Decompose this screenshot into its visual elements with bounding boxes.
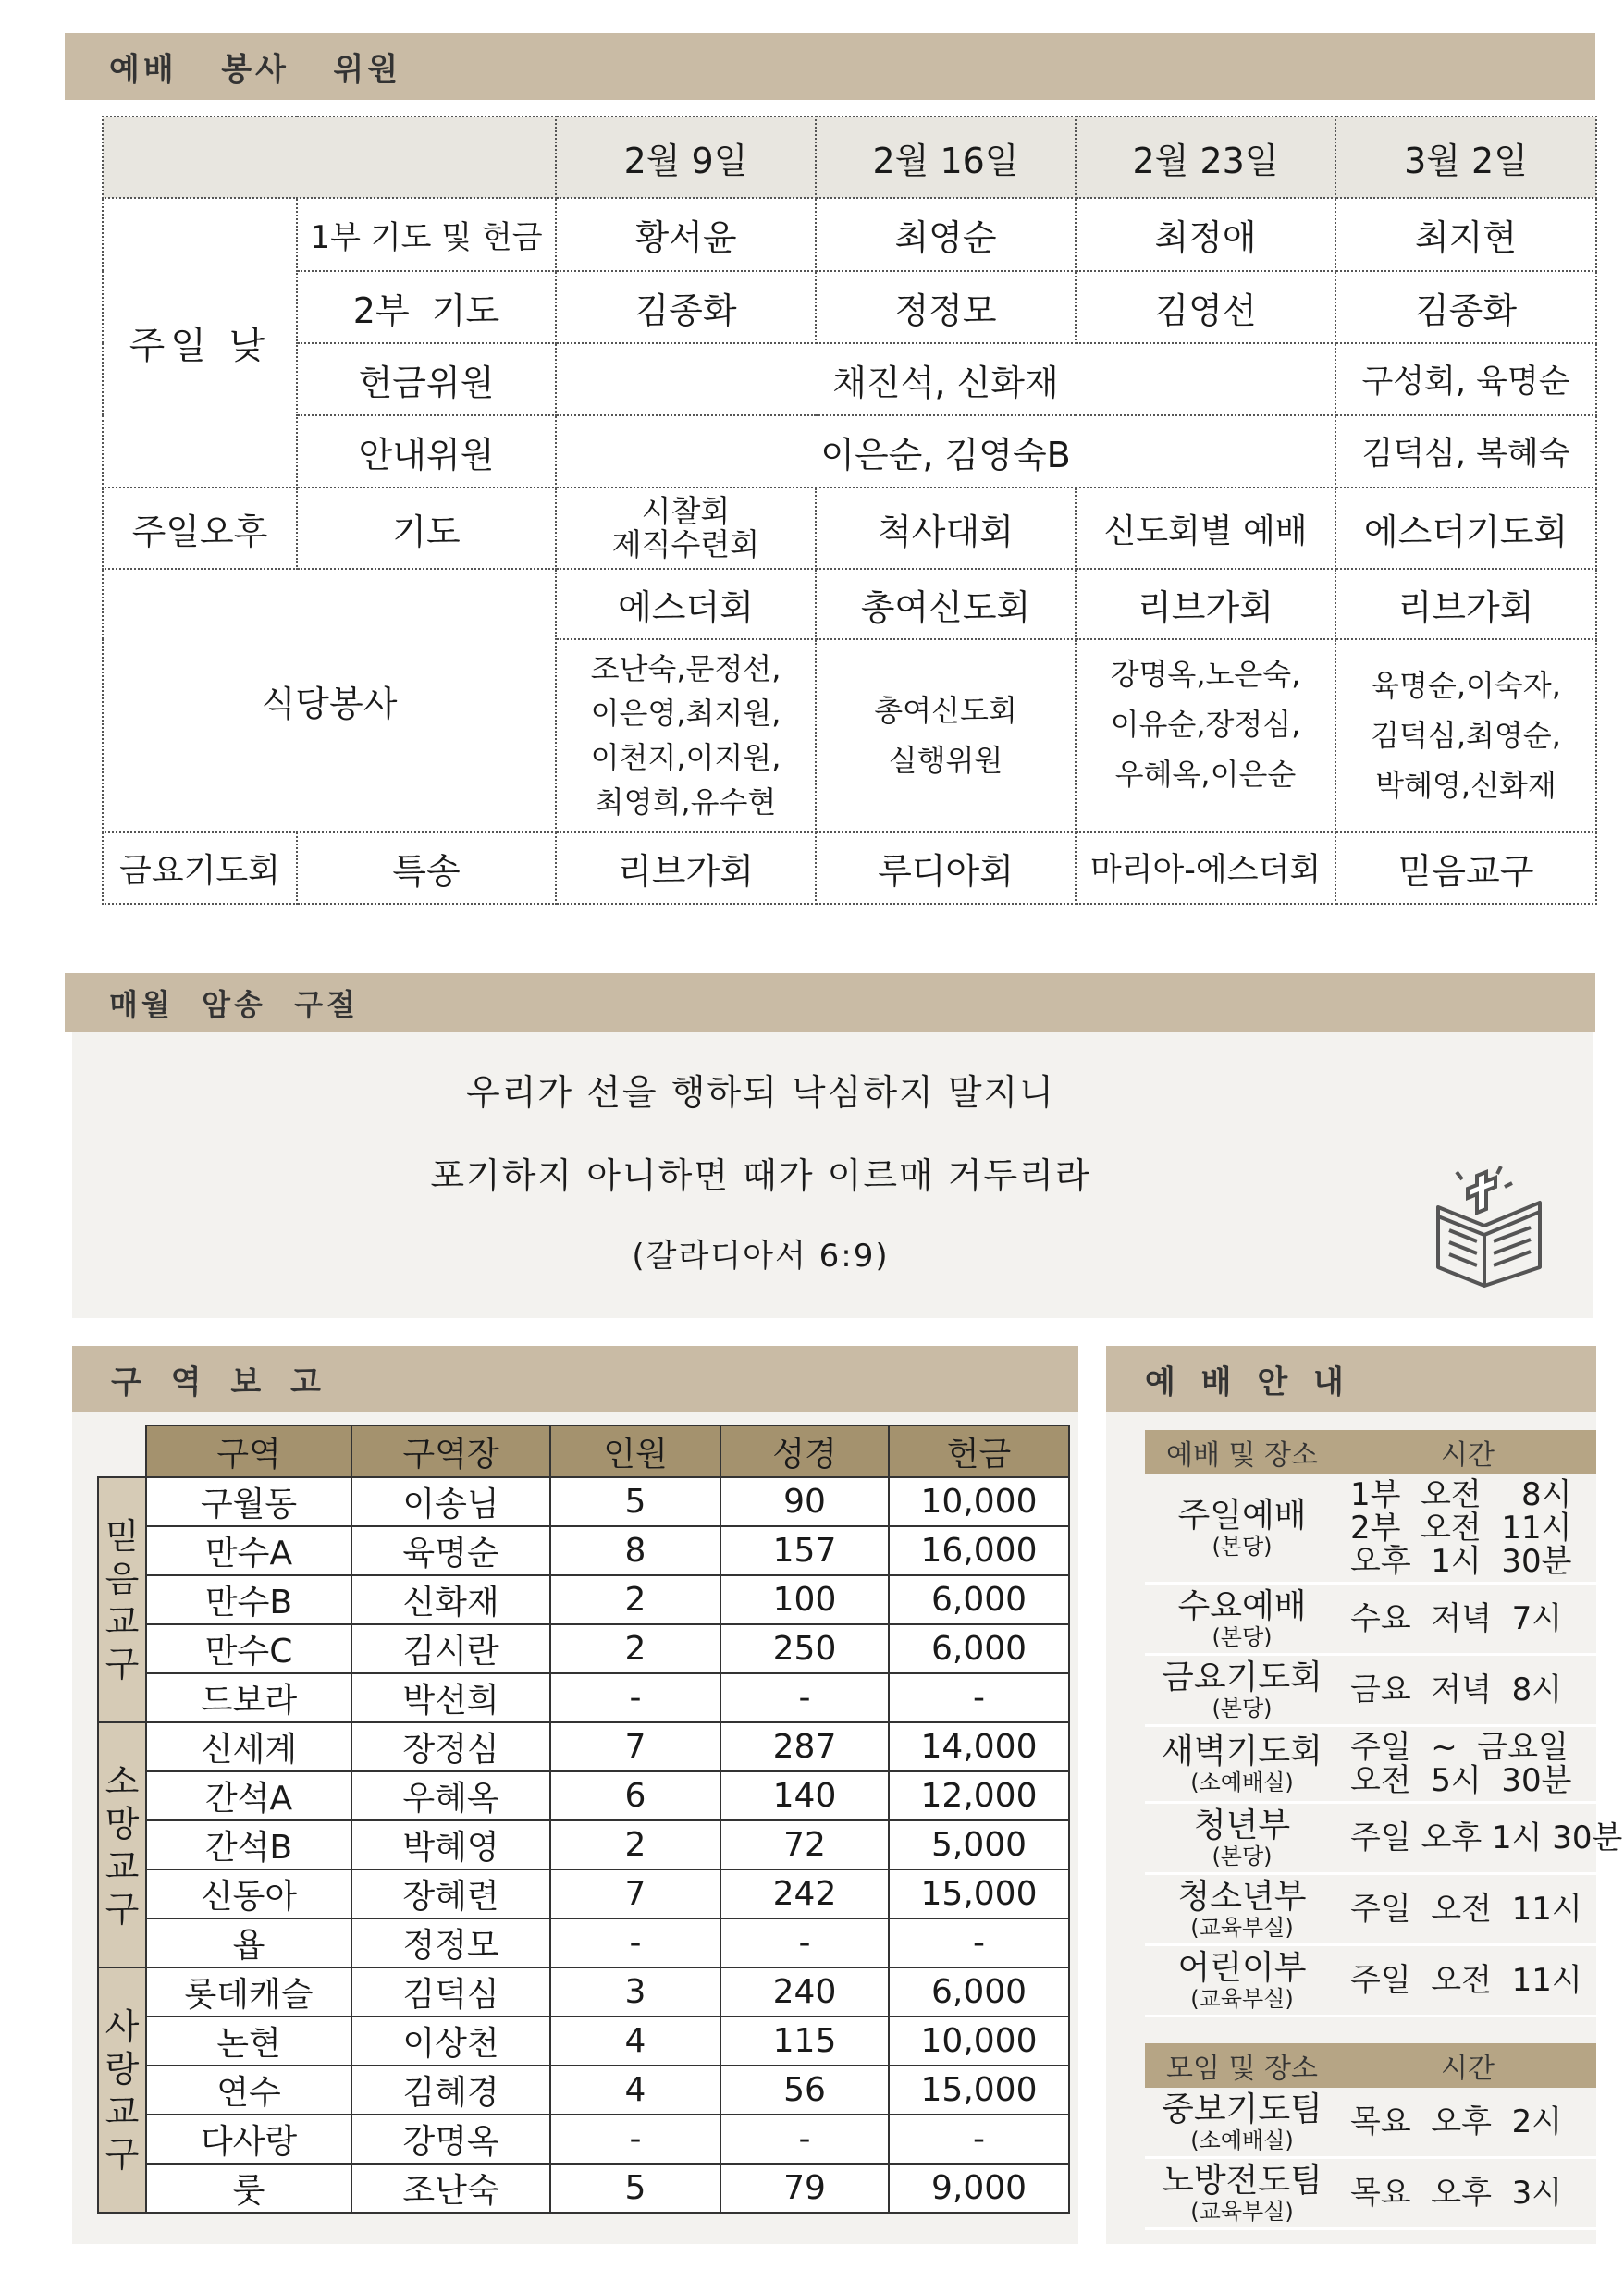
service-name: 청년부 <box>1193 1807 1291 1844</box>
date-header: 2월 9일 <box>556 117 816 198</box>
guide-row <box>1145 1945 1596 2016</box>
member-count: - <box>550 1918 720 1967</box>
col-header: 구역장 <box>351 1425 550 1477</box>
member-count: 8 <box>550 1526 720 1575</box>
table-row <box>98 2115 1069 2164</box>
guide-name-cell <box>1145 1584 1339 1655</box>
service-name: 주일예배 <box>1177 1497 1307 1535</box>
table-row <box>98 2016 1069 2066</box>
member-count: 3 <box>550 1967 720 2016</box>
table-row <box>98 1967 1069 2016</box>
table-row <box>98 1624 1069 1673</box>
guide-header: 모임 및 장소 <box>1145 2043 1339 2088</box>
district-name: 신동아 <box>146 1869 351 1918</box>
cell: 육명순,이숙자, 김덕심,최영순, 박혜영,신화재 <box>1335 639 1596 832</box>
service-name: 어린이부 <box>1177 1949 1307 1987</box>
table-row <box>98 1722 1069 1771</box>
section-header-guide <box>1106 1346 1596 1412</box>
cell: 최영순 <box>816 198 1076 271</box>
cell: 최지현 <box>1335 198 1596 271</box>
row-label: 1부 기도 및 헌금 <box>297 198 556 271</box>
section-title: 예배 봉사 위원 <box>109 51 402 89</box>
row-label: 2부 기도 <box>297 271 556 343</box>
service-time: 목요 오후 2시 <box>1339 2088 1596 2158</box>
row-label: 특송 <box>297 832 556 904</box>
section-header-district <box>72 1346 1078 1412</box>
service-location: (본당) <box>1212 1696 1273 1721</box>
guide-row <box>1145 2158 1596 2229</box>
district-name: 만수C <box>146 1624 351 1673</box>
cell: 루디아회 <box>816 832 1076 904</box>
cell: 강명옥,노은숙, 이유순,장정심, 우혜옥,이은순 <box>1076 639 1335 832</box>
table-row <box>98 1477 1069 1526</box>
service-time: 금요 저녁 8시 <box>1339 1655 1596 1726</box>
leader-name: 장혜련 <box>351 1869 550 1918</box>
guide-header: 예배 및 장소 <box>1145 1430 1339 1474</box>
cell: 에스더회 <box>556 569 816 639</box>
cell: 최정애 <box>1076 198 1335 271</box>
cell: 시찰회 제직수련회 <box>556 487 816 569</box>
col-header: 성경 <box>720 1425 889 1477</box>
bible-count: 90 <box>720 1477 889 1526</box>
corner-cell <box>103 117 556 198</box>
verse-line-1: 우리가 선을 행하되 낙심하지 말지니 <box>466 1072 1055 1113</box>
offering-amount: 10,000 <box>889 1477 1069 1526</box>
row-label: 안내위원 <box>297 415 556 487</box>
bible-count: - <box>720 1918 889 1967</box>
district-name: 간석A <box>146 1771 351 1820</box>
parish-label: 믿 음 교 구 <box>98 1477 146 1722</box>
district-name: 룻 <box>146 2164 351 2213</box>
bible-count: 79 <box>720 2164 889 2213</box>
cell: 리브가회 <box>1076 569 1335 639</box>
offering-amount: - <box>889 2115 1069 2164</box>
leader-name: 이송님 <box>351 1477 550 1526</box>
date-header: 3월 2일 <box>1335 117 1596 198</box>
service-name: 청소년부 <box>1177 1878 1307 1916</box>
bible-count: 242 <box>720 1869 889 1918</box>
offering-amount: 12,000 <box>889 1771 1069 1820</box>
row-label: 헌금위원 <box>297 343 556 415</box>
offering-amount: - <box>889 1673 1069 1722</box>
leader-name: 김혜경 <box>351 2066 550 2115</box>
guide-name-cell <box>1145 1474 1339 1584</box>
service-location: (교육부실) <box>1190 2199 1294 2225</box>
service-time: 목요 오후 3시 <box>1339 2158 1596 2229</box>
guide-name-cell <box>1145 1655 1339 1726</box>
service-location: (소예배실) <box>1190 1770 1294 1795</box>
blank-header <box>98 1425 146 1477</box>
guide-row <box>1145 1655 1596 1726</box>
cell: 총여신도회 <box>816 569 1076 639</box>
cell: 김영선 <box>1076 271 1335 343</box>
date-header: 2월 16일 <box>816 117 1076 198</box>
offering-amount: - <box>889 1918 1069 1967</box>
parish-label: 소 망 교 구 <box>98 1722 146 1967</box>
service-location: (교육부실) <box>1190 1915 1294 1941</box>
offering-amount: 15,000 <box>889 2066 1069 2115</box>
guide-header: 시간 <box>1339 2043 1596 2088</box>
offering-amount: 10,000 <box>889 2016 1069 2066</box>
guide-name-cell <box>1145 2088 1339 2158</box>
date-header: 2월 23일 <box>1076 117 1335 198</box>
section-title: 매월 암송 구절 <box>109 987 360 1022</box>
service-name: 수요예배 <box>1177 1587 1307 1625</box>
bible-count: 56 <box>720 2066 889 2115</box>
member-count: 5 <box>550 1477 720 1526</box>
service-time: 수요 저녁 7시 <box>1339 1584 1596 1655</box>
afternoon-label: 주일오후 <box>103 487 297 569</box>
table-row <box>98 2066 1069 2115</box>
cell: 리브가회 <box>1335 569 1596 639</box>
offering-amount: 6,000 <box>889 1967 1069 2016</box>
service-table <box>102 116 1597 905</box>
bible-count: 240 <box>720 1967 889 2016</box>
section-title: 예 배 안 내 <box>1145 1363 1351 1401</box>
cell: 에스더기도회 <box>1335 487 1596 569</box>
cell: 황서윤 <box>556 198 816 271</box>
verse-line-2: 포기하지 아니하면 때가 이르매 거두리라 <box>430 1155 1091 1196</box>
guide-header: 시간 <box>1339 1430 1596 1474</box>
district-name: 만수B <box>146 1575 351 1624</box>
offering-amount: 14,000 <box>889 1722 1069 1771</box>
guide-row <box>1145 1584 1596 1655</box>
friday-label: 금요기도회 <box>103 832 297 904</box>
guide-row <box>1145 1874 1596 1945</box>
table-row <box>98 1771 1069 1820</box>
district-table <box>97 1424 1070 2214</box>
meeting-rows <box>1145 2088 1596 2229</box>
service-location: (본당) <box>1212 1534 1273 1560</box>
service-time: 주일 ~ 금요일 오전 5시 30분 <box>1339 1726 1596 1803</box>
section-title: 구 역 보 고 <box>111 1363 330 1401</box>
cell: 조난숙,문정선, 이은영,최지원, 이천지,이지원, 최영희,유수현 <box>556 639 816 832</box>
sunday-label: 주일 낮 <box>103 198 297 487</box>
member-count: 4 <box>550 2016 720 2066</box>
offering-amount: 6,000 <box>889 1624 1069 1673</box>
table-row <box>98 1820 1069 1869</box>
guide-row <box>1145 2088 1596 2158</box>
cell: 총여신도회 실행위원 <box>816 639 1076 832</box>
service-name: 금요기도회 <box>1162 1659 1323 1696</box>
leader-name: 김덕심 <box>351 1967 550 2016</box>
member-count: 7 <box>550 1869 720 1918</box>
leader-name: 육명순 <box>351 1526 550 1575</box>
verse-reference: (갈라디아서 6:9) <box>632 1238 890 1275</box>
leader-name: 강명옥 <box>351 2115 550 2164</box>
guide-name-cell <box>1145 1874 1339 1945</box>
bible-count: 157 <box>720 1526 889 1575</box>
district-name: 드보라 <box>146 1673 351 1722</box>
leader-name: 장정심 <box>351 1722 550 1771</box>
table-row <box>98 1918 1069 1967</box>
service-location: (본당) <box>1212 1844 1273 1869</box>
service-time: 주일 오전 11시 <box>1339 1874 1596 1945</box>
offering-amount: 15,000 <box>889 1869 1069 1918</box>
district-name: 구월동 <box>146 1477 351 1526</box>
district-name: 다사랑 <box>146 2115 351 2164</box>
cell: 채진석, 신화재 <box>556 343 1335 415</box>
service-time: 1부 오전 8시 2부 오전 11시 오후 1시 30분 <box>1339 1474 1596 1584</box>
guide-name-cell <box>1145 1945 1339 2016</box>
offering-amount: 6,000 <box>889 1575 1069 1624</box>
member-count: 2 <box>550 1820 720 1869</box>
guide-row <box>1145 1474 1596 1584</box>
bible-icon <box>1420 1161 1549 1290</box>
service-guide <box>1145 1430 1623 2230</box>
leader-name: 우혜옥 <box>351 1771 550 1820</box>
leader-name: 박혜영 <box>351 1820 550 1869</box>
service-location: (교육부실) <box>1190 1986 1294 2012</box>
offering-amount: 16,000 <box>889 1526 1069 1575</box>
section-header-service <box>65 33 1595 100</box>
col-header: 헌금 <box>889 1425 1069 1477</box>
bible-count: 72 <box>720 1820 889 1869</box>
member-count: 4 <box>550 2066 720 2115</box>
table-row <box>98 1869 1069 1918</box>
guide-row <box>1145 1803 1596 1874</box>
cell: 구성회, 육명순 <box>1335 343 1596 415</box>
col-header: 구역 <box>146 1425 351 1477</box>
cell: 신도회별 예배 <box>1076 487 1335 569</box>
district-name: 연수 <box>146 2066 351 2115</box>
member-count: 6 <box>550 1771 720 1820</box>
district-body <box>98 1477 1069 2213</box>
district-name: 만수A <box>146 1526 351 1575</box>
cell: 마리아-에스더회 <box>1076 832 1335 904</box>
leader-name: 박선희 <box>351 1673 550 1722</box>
table-row <box>98 2164 1069 2213</box>
cell: 척사대회 <box>816 487 1076 569</box>
member-count: 2 <box>550 1575 720 1624</box>
guide-row <box>1145 1726 1596 1803</box>
cell: 김덕심, 복혜숙 <box>1335 415 1596 487</box>
member-count: - <box>550 2115 720 2164</box>
member-count: - <box>550 1673 720 1722</box>
bible-count: - <box>720 2115 889 2164</box>
service-name: 노방전도팀 <box>1162 2162 1323 2200</box>
bible-count: 140 <box>720 1771 889 1820</box>
cell: 이은순, 김영숙B <box>556 415 1335 487</box>
guide-name-cell <box>1145 1803 1339 1874</box>
district-name: 욥 <box>146 1918 351 1967</box>
service-name: 새벽기도회 <box>1162 1733 1323 1770</box>
col-header: 인원 <box>550 1425 720 1477</box>
service-name: 중보기도팀 <box>1162 2090 1323 2128</box>
district-name: 롯데캐슬 <box>146 1967 351 2016</box>
guide-name-cell <box>1145 2158 1339 2229</box>
service-location: (본당) <box>1212 1624 1273 1650</box>
service-time: 주일 오전 11시 <box>1339 1945 1596 2016</box>
member-count: 2 <box>550 1624 720 1673</box>
section-header-verse <box>65 973 1595 1032</box>
cell: 리브가회 <box>556 832 816 904</box>
cell: 김종화 <box>556 271 816 343</box>
district-name: 신세계 <box>146 1722 351 1771</box>
offering-amount: 9,000 <box>889 2164 1069 2213</box>
bible-count: 115 <box>720 2016 889 2066</box>
kitchen-label: 식당봉사 <box>103 569 556 832</box>
cell: 믿음교구 <box>1335 832 1596 904</box>
leader-name: 김시란 <box>351 1624 550 1673</box>
cell: 김종화 <box>1335 271 1596 343</box>
bible-count: 250 <box>720 1624 889 1673</box>
leader-name: 정정모 <box>351 1918 550 1967</box>
service-location: (소예배실) <box>1190 2128 1294 2153</box>
leader-name: 신화재 <box>351 1575 550 1624</box>
district-name: 간석B <box>146 1820 351 1869</box>
guide-name-cell <box>1145 1726 1339 1803</box>
cell: 정정모 <box>816 271 1076 343</box>
table-row <box>98 1526 1069 1575</box>
row-label: 기도 <box>297 487 556 569</box>
table-row <box>98 1575 1069 1624</box>
member-count: 5 <box>550 2164 720 2213</box>
leader-name: 조난숙 <box>351 2164 550 2213</box>
offering-amount: 5,000 <box>889 1820 1069 1869</box>
leader-name: 이상천 <box>351 2016 550 2066</box>
service-rows <box>1145 1474 1623 2016</box>
member-count: 7 <box>550 1722 720 1771</box>
parish-label: 사 랑 교 구 <box>98 1967 146 2213</box>
table-row <box>98 1673 1069 1722</box>
bible-count: 100 <box>720 1575 889 1624</box>
service-time: 주일 오후 1시 30분 <box>1339 1803 1596 1874</box>
district-name: 논현 <box>146 2016 351 2066</box>
bible-count: 287 <box>720 1722 889 1771</box>
bible-count: - <box>720 1673 889 1722</box>
